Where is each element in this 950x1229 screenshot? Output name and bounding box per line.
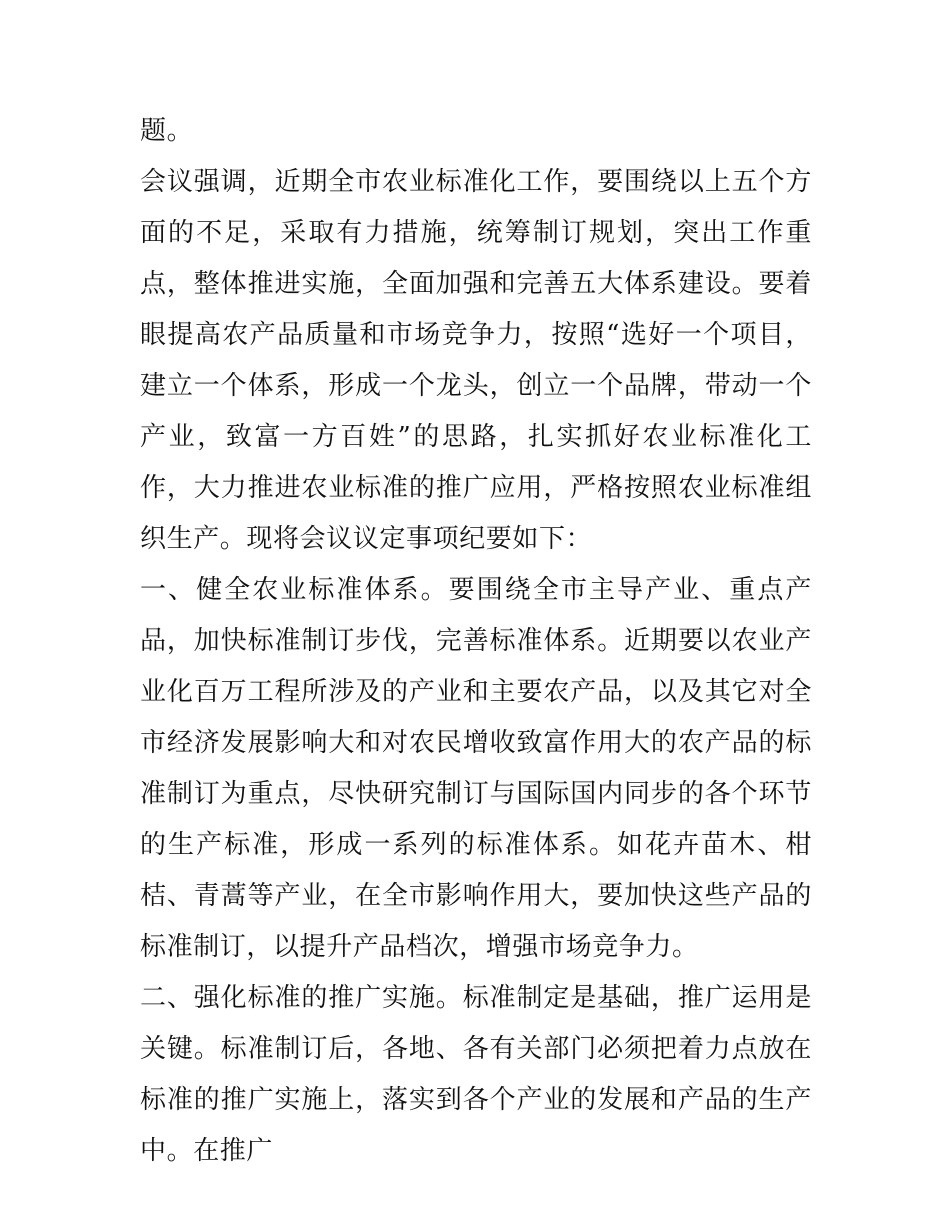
paragraph-continuation: 题。 [140, 116, 194, 146]
paragraph-item-two: 二、强化标准的推广实施。标准制定是基础，推广运用是关键。标准制订后，各地、各有关部门必须把着力点放在标准的推广实施上，落实到各个产业的发展和产品的生产中。在推广 [140, 983, 812, 1166]
paragraph-item-one: 一、健全农业标准体系。要围绕全市主导产业、重点产品，加快标准制订步伐，完善标准体系。近期要以农业产业化百万工程所涉及的产业和主要农产品，以及其它对全市经济发展影响大和对农民增收致富作用大的农产品的标准制订为重点，尽快研究制订与国际国内同步的各个环节的生产标准，形成一系列的标准体系。如花卉苗木、柑桔、青蒿等产业，在全市影响作用大，要加快这些产品的标准制订，以提升产品档次，增强市场竞争力。 [140, 575, 812, 962]
paragraph-meeting-emphasis: 会议强调，近期全市农业标准化工作，要围绕以上五个方面的不足，采取有力措施，统筹制订规划，突出工作重点，整体推进实施，全面加强和完善五大体系建设。要着眼提高农产品质量和市场竞争力，按照“选好一个项目，建立一个体系，形成一个龙头，创立一个品牌，带动一个产业，致富一方百姓”的思路，扎实抓好农业标准化工作，大力推进农业标准的推广应用，严格按照农业标准组织生产。现将会议议定事项纪要如下： [140, 167, 812, 554]
document-body [140, 106, 812, 1177]
